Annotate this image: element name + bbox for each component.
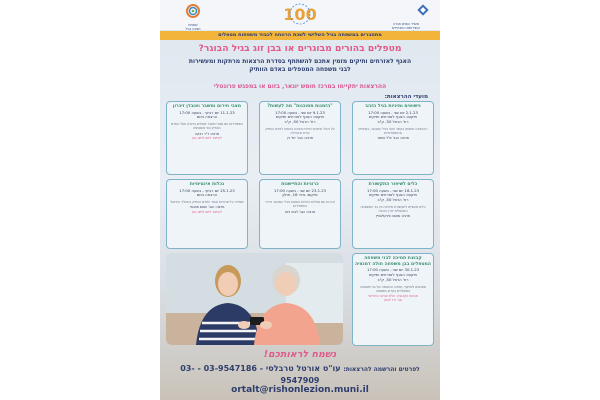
lecture-datetime: 30.1.23 יום שני - בשעה 17:00 מיקום: האגף לאזרחים ותיקים רח' הרצל 50, ק"ב [366, 267, 420, 282]
lecture-description: מפגשים לשיתוף, תמיכה והעצמה של בני משפחה המטפלים בקרוב משפחה [360, 284, 426, 293]
lecture-title: כלים לשיפור התקשורת [368, 182, 418, 187]
anniversary-logo [276, 3, 324, 29]
lecture-description: הכרות עם מחלות כרוניות נפוצות בגיל המבוגר ודרכי התמודדות [265, 200, 335, 209]
contact-phone-1[interactable]: 03-9547186 [203, 364, 257, 373]
lecture-title: נישואים ומיניות בגיל הזהב [365, 104, 421, 109]
top-banner: מתחברים במשפחה בגיל השלישי לשכת הרווחה לכבוד משפחות מטפלים [160, 31, 440, 40]
logo-bar [160, 0, 440, 30]
lecture-card [352, 179, 434, 249]
lecture-datetime: 2.1.23 יום שני - בשעה 17:00 מיקום: האגף לאזרחים ותיקים רח' הרצל 50, ק"ב [368, 109, 418, 125]
section-title: מועדי ההרצאות: [384, 94, 428, 100]
lecture-datetime: 9.1.23 יום שני - בשעה 17:00 מיקום: האגף לאזרחים ותיקים רח' הרצל 50, ק"ב [275, 109, 325, 125]
lecture-title: מצבי חירום ומשבר ואובדן זיכרון [172, 104, 242, 109]
lecture-host-2: וגב' ורד לבנון [383, 298, 402, 303]
association-logo [170, 3, 216, 31]
lecture-card [166, 101, 248, 175]
left-logo-caption-2: תבונה בגיל [185, 27, 201, 31]
intro-text [168, 58, 432, 74]
contact-email[interactable]: ortalt@rishonlezion.muni.il [231, 385, 369, 395]
lecture-host: מרצה: מאסה פינקלשטיין [375, 214, 411, 219]
lecture-title: כרוניות והתיישנות [281, 182, 319, 187]
ministry-diamond-icon [378, 4, 434, 18]
lecture-host: מרצה: הגב' ש"ל אופנר [377, 136, 409, 141]
lecture-datetime: 11.1.23 יום רביעי - בשעה 17:00 הרצאה בזום [179, 109, 235, 120]
lecture-description: על ניהול סיכונים ויצירת סביבה בטוחה לאדם הוותיק בבית ובקהילה [265, 126, 335, 136]
zoom-link[interactable]: לקישור לזום לחצו כאן [192, 209, 222, 214]
headline: מטפלים בהורים מבוגרים או בבן זוג בגיל הבוגר? [198, 43, 402, 54]
zoom-link[interactable]: לקישור לזום לחצו כאן [192, 135, 222, 140]
lecture-host: מרצה: הגב' ענאם מבנסר [189, 205, 225, 210]
contact-label: לפרטים והרשמה להרצאות: [343, 366, 420, 373]
support-group-card [352, 253, 434, 346]
venue-note: ההרצאות יתקיימו במרכז חומש יונאר, בזום או במפגש פרונטלי [213, 83, 387, 90]
intro-line-2: לבני משפחה המטפלים באדם הוותיק [249, 66, 351, 73]
anniversary-emblem-icon [276, 3, 324, 25]
contact-block: לפרטים והרשמה להרצאות: עו"ס אורטל טרבלסי - 03-9547186 - 03-9547909 [180, 364, 420, 385]
right-logo-caption-2: והשירותים החברתיים [392, 26, 420, 30]
anniversary-number: 100 [283, 5, 317, 24]
lecture-card [259, 179, 341, 249]
spiral-logo-icon [170, 3, 216, 19]
right-logo-caption-1: משרד הפנים חברה [393, 22, 419, 26]
lecture-title: נכלות אינטימיות [189, 182, 225, 187]
lecture-description: התמודדות עם מצבי משבר ושינויים בזיכרון אצל האדם הוותיק ובני משפחתו [171, 122, 243, 131]
flyer [160, 0, 440, 400]
lecture-host: מרצה: הגב' יעל כץ [286, 136, 314, 141]
left-logo-caption-1: עמותת [188, 23, 198, 27]
closing-message: נשמח לראותכם! [263, 349, 337, 360]
lecture-card [166, 179, 248, 249]
contact-name: עו"ס אורטל טרבלסי [265, 364, 341, 373]
lecture-host: מרצה: הגב' לבנה נינט [284, 209, 316, 214]
two-women-photo [166, 253, 343, 345]
lecture-datetime: 16.1.23 יום שני - בשעה 17:00 מיקום: האגף לאזרחים ותיקים רח' הרצל 50, ק"ב [366, 187, 420, 203]
lecture-datetime: 25.1.23 יום רביעי - בשעה 17:00 הרצאה בזום [179, 187, 235, 198]
lecture-description: ההרצאה תעסוק בקשר הזוגי בגיל המבוגר, בשינויים ובהתמודדויות [358, 126, 428, 136]
lecture-card [259, 101, 341, 175]
lecture-host: מרצה: ד"ר רבקה [194, 131, 220, 136]
lecture-title: "הזמנות מסוכנות" מה לעשות? [267, 104, 333, 109]
lecture-host: מנחות הקבוצה: עו"ס אורנה טרבלסי [368, 293, 418, 298]
intro-line-1: האגף לאזרחים ותיקים מזמין אתכם להשתתף בסדרת הרצאות מרתקות ומעשירות [188, 58, 412, 65]
lecture-card [352, 101, 434, 175]
lecture-description: שמירה על פרטיות וכבוד האדם הוותיק בתהליך הטיפול [170, 200, 244, 205]
lecture-description: כלים מעשיים לתקשורת מיטיבה בין בני המשפחה המטפלים לבין ההורה [360, 204, 426, 214]
photo-illustration-icon [166, 253, 343, 345]
contact-phone-2[interactable]: 03-9547909 [180, 364, 320, 385]
lecture-datetime: 23.1.23 יום שני - בשעה 17:00 מיקום: גדוד 16, חולון [273, 187, 327, 198]
lecture-title: קבוצת תמיכה לבני משפחה המטפלים בבן משפחה חולה דמנציה [355, 256, 431, 267]
welfare-ministry-logo [378, 3, 434, 34]
